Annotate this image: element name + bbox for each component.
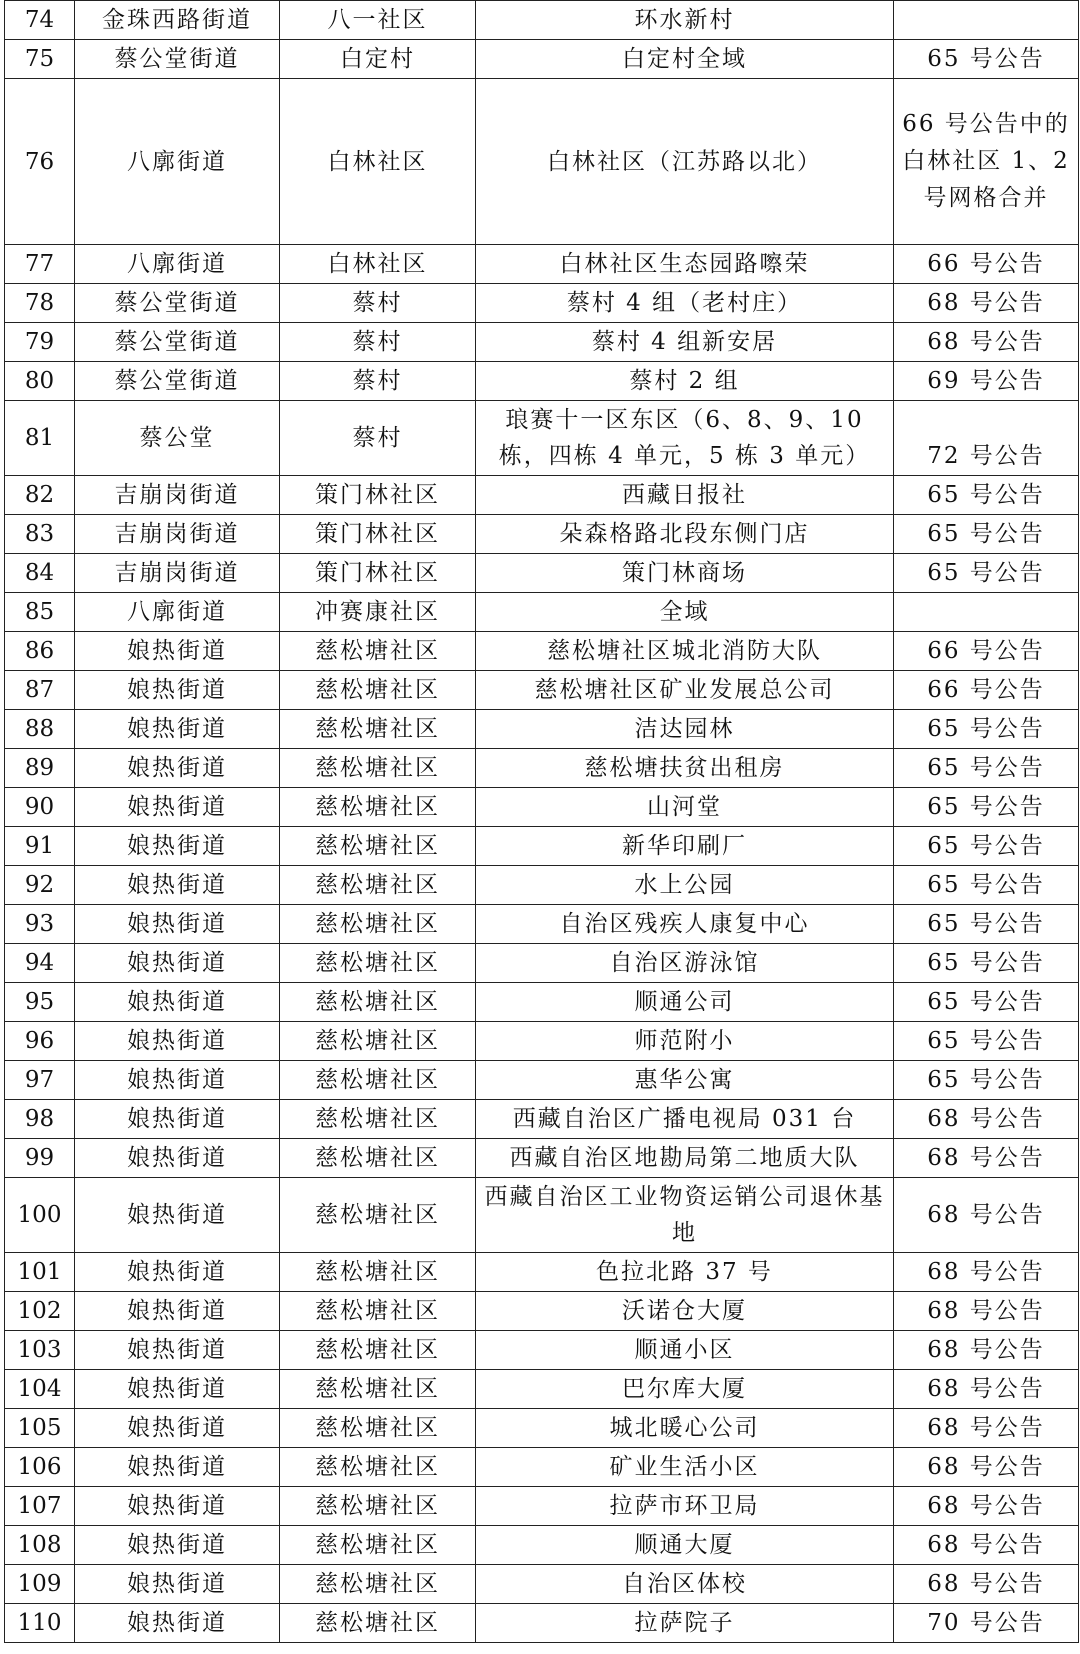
street-cell: 蔡公堂 bbox=[75, 401, 280, 476]
community-cell: 策门林社区 bbox=[280, 515, 476, 554]
community-cell: 策门林社区 bbox=[280, 554, 476, 593]
row-number: 81 bbox=[5, 401, 75, 476]
street-cell: 娘热街道 bbox=[75, 1100, 280, 1139]
table-row bbox=[5, 284, 1079, 323]
table-row bbox=[5, 905, 1079, 944]
street-cell: 蔡公堂街道 bbox=[75, 284, 280, 323]
area-cell: 白定村全域 bbox=[476, 40, 894, 79]
row-number: 95 bbox=[5, 983, 75, 1022]
table-row bbox=[5, 593, 1079, 632]
street-cell: 娘热街道 bbox=[75, 1331, 280, 1370]
street-cell: 娘热街道 bbox=[75, 1292, 280, 1331]
row-number: 80 bbox=[5, 362, 75, 401]
notice-cell: 68 号公告 bbox=[894, 1178, 1079, 1253]
street-cell: 娘热街道 bbox=[75, 749, 280, 788]
row-number: 96 bbox=[5, 1022, 75, 1061]
area-cell: 拉萨市环卫局 bbox=[476, 1487, 894, 1526]
area-cell: 师范附小 bbox=[476, 1022, 894, 1061]
community-cell: 慈松塘社区 bbox=[280, 1292, 476, 1331]
community-cell: 慈松塘社区 bbox=[280, 1448, 476, 1487]
row-number: 78 bbox=[5, 284, 75, 323]
community-cell: 慈松塘社区 bbox=[280, 1022, 476, 1061]
row-number: 86 bbox=[5, 632, 75, 671]
area-cell: 拉萨院子 bbox=[476, 1604, 894, 1643]
row-number: 74 bbox=[5, 1, 75, 40]
row-number: 99 bbox=[5, 1139, 75, 1178]
area-cell: 蔡村 4 组新安居 bbox=[476, 323, 894, 362]
community-cell: 慈松塘社区 bbox=[280, 1370, 476, 1409]
street-cell: 娘热街道 bbox=[75, 1448, 280, 1487]
street-cell: 娘热街道 bbox=[75, 1178, 280, 1253]
table-row bbox=[5, 710, 1079, 749]
row-number: 85 bbox=[5, 593, 75, 632]
table-row bbox=[5, 362, 1079, 401]
notice-cell: 68 号公告 bbox=[894, 1370, 1079, 1409]
table-row bbox=[5, 401, 1079, 476]
table-row bbox=[5, 632, 1079, 671]
notice-cell: 68 号公告 bbox=[894, 1526, 1079, 1565]
announcement-table bbox=[4, 0, 1079, 1643]
table-row bbox=[5, 554, 1079, 593]
street-cell: 蔡公堂街道 bbox=[75, 40, 280, 79]
notice-cell: 66 号公告 bbox=[894, 632, 1079, 671]
row-number: 92 bbox=[5, 866, 75, 905]
notice-cell: 65 号公告 bbox=[894, 554, 1079, 593]
table-row bbox=[5, 1409, 1079, 1448]
street-cell: 娘热街道 bbox=[75, 1409, 280, 1448]
notice-cell: 65 号公告 bbox=[894, 749, 1079, 788]
area-cell: 琅赛十一区东区（6、8、9、10 栋，四栋 4 单元，5 栋 3 单元） bbox=[476, 401, 894, 476]
community-cell: 慈松塘社区 bbox=[280, 1604, 476, 1643]
notice-cell: 65 号公告 bbox=[894, 905, 1079, 944]
area-cell: 蔡村 4 组（老村庄） bbox=[476, 284, 894, 323]
notice-cell: 65 号公告 bbox=[894, 40, 1079, 79]
table-row bbox=[5, 476, 1079, 515]
community-cell: 八一社区 bbox=[280, 1, 476, 40]
notice-cell: 66 号公告 bbox=[894, 245, 1079, 284]
table-row bbox=[5, 749, 1079, 788]
area-cell: 策门林商场 bbox=[476, 554, 894, 593]
community-cell: 慈松塘社区 bbox=[280, 1526, 476, 1565]
table-row bbox=[5, 1178, 1079, 1253]
community-cell: 慈松塘社区 bbox=[280, 1565, 476, 1604]
row-number: 110 bbox=[5, 1604, 75, 1643]
row-number: 97 bbox=[5, 1061, 75, 1100]
notice-cell: 68 号公告 bbox=[894, 1100, 1079, 1139]
area-cell: 慈松塘社区矿业发展总公司 bbox=[476, 671, 894, 710]
notice-cell: 68 号公告 bbox=[894, 323, 1079, 362]
street-cell: 八廓街道 bbox=[75, 245, 280, 284]
street-cell: 娘热街道 bbox=[75, 1526, 280, 1565]
street-cell: 吉崩岗街道 bbox=[75, 515, 280, 554]
community-cell: 慈松塘社区 bbox=[280, 749, 476, 788]
community-cell: 蔡村 bbox=[280, 401, 476, 476]
area-cell: 顺通公司 bbox=[476, 983, 894, 1022]
area-cell: 惠华公寓 bbox=[476, 1061, 894, 1100]
row-number: 94 bbox=[5, 944, 75, 983]
area-cell: 色拉北路 37 号 bbox=[476, 1253, 894, 1292]
notice-cell: 65 号公告 bbox=[894, 866, 1079, 905]
row-number: 93 bbox=[5, 905, 75, 944]
notice-cell: 65 号公告 bbox=[894, 476, 1079, 515]
notice-cell: 68 号公告 bbox=[894, 1139, 1079, 1178]
street-cell: 娘热街道 bbox=[75, 632, 280, 671]
table-row bbox=[5, 1061, 1079, 1100]
row-number: 109 bbox=[5, 1565, 75, 1604]
area-cell: 环水新村 bbox=[476, 1, 894, 40]
notice-cell: 68 号公告 bbox=[894, 1409, 1079, 1448]
row-number: 107 bbox=[5, 1487, 75, 1526]
table-row bbox=[5, 515, 1079, 554]
street-cell: 娘热街道 bbox=[75, 788, 280, 827]
row-number: 102 bbox=[5, 1292, 75, 1331]
notice-cell bbox=[894, 1, 1079, 40]
notice-cell: 65 号公告 bbox=[894, 827, 1079, 866]
table-row bbox=[5, 1139, 1079, 1178]
notice-cell: 68 号公告 bbox=[894, 284, 1079, 323]
street-cell: 娘热街道 bbox=[75, 1487, 280, 1526]
notice-cell: 65 号公告 bbox=[894, 944, 1079, 983]
notice-cell: 65 号公告 bbox=[894, 1022, 1079, 1061]
area-cell: 蔡村 2 组 bbox=[476, 362, 894, 401]
table-row bbox=[5, 944, 1079, 983]
row-number: 84 bbox=[5, 554, 75, 593]
area-cell: 白林社区（江苏路以北） bbox=[476, 79, 894, 245]
area-cell: 慈松塘扶贫出租房 bbox=[476, 749, 894, 788]
notice-cell: 68 号公告 bbox=[894, 1448, 1079, 1487]
area-cell: 西藏自治区工业物资运销公司退休基地 bbox=[476, 1178, 894, 1253]
row-number: 106 bbox=[5, 1448, 75, 1487]
community-cell: 慈松塘社区 bbox=[280, 1061, 476, 1100]
community-cell: 慈松塘社区 bbox=[280, 827, 476, 866]
area-cell: 西藏自治区地勘局第二地质大队 bbox=[476, 1139, 894, 1178]
notice-cell bbox=[894, 593, 1079, 632]
table-row bbox=[5, 827, 1079, 866]
notice-cell: 68 号公告 bbox=[894, 1487, 1079, 1526]
row-number: 100 bbox=[5, 1178, 75, 1253]
table-row bbox=[5, 1487, 1079, 1526]
community-cell: 白定村 bbox=[280, 40, 476, 79]
notice-cell: 68 号公告 bbox=[894, 1331, 1079, 1370]
table-row bbox=[5, 1022, 1079, 1061]
community-cell: 白林社区 bbox=[280, 245, 476, 284]
notice-cell: 68 号公告 bbox=[894, 1292, 1079, 1331]
row-number: 88 bbox=[5, 710, 75, 749]
table-row bbox=[5, 866, 1079, 905]
community-cell: 策门林社区 bbox=[280, 476, 476, 515]
street-cell: 金珠西路街道 bbox=[75, 1, 280, 40]
row-number: 75 bbox=[5, 40, 75, 79]
row-number: 82 bbox=[5, 476, 75, 515]
row-number: 98 bbox=[5, 1100, 75, 1139]
notice-cell: 65 号公告 bbox=[894, 788, 1079, 827]
community-cell: 慈松塘社区 bbox=[280, 1100, 476, 1139]
community-cell: 慈松塘社区 bbox=[280, 905, 476, 944]
row-number: 76 bbox=[5, 79, 75, 245]
area-cell: 全域 bbox=[476, 593, 894, 632]
row-number: 79 bbox=[5, 323, 75, 362]
row-number: 108 bbox=[5, 1526, 75, 1565]
community-cell: 慈松塘社区 bbox=[280, 1331, 476, 1370]
table-row bbox=[5, 983, 1079, 1022]
area-cell: 矿业生活小区 bbox=[476, 1448, 894, 1487]
street-cell: 娘热街道 bbox=[75, 710, 280, 749]
street-cell: 娘热街道 bbox=[75, 1061, 280, 1100]
community-cell: 慈松塘社区 bbox=[280, 632, 476, 671]
table-row bbox=[5, 79, 1079, 245]
community-cell: 慈松塘社区 bbox=[280, 983, 476, 1022]
street-cell: 娘热街道 bbox=[75, 983, 280, 1022]
area-cell: 自治区体校 bbox=[476, 1565, 894, 1604]
area-cell: 山河堂 bbox=[476, 788, 894, 827]
area-cell: 新华印刷厂 bbox=[476, 827, 894, 866]
notice-cell: 65 号公告 bbox=[894, 710, 1079, 749]
row-number: 103 bbox=[5, 1331, 75, 1370]
row-number: 87 bbox=[5, 671, 75, 710]
street-cell: 蔡公堂街道 bbox=[75, 362, 280, 401]
street-cell: 娘热街道 bbox=[75, 1604, 280, 1643]
street-cell: 吉崩岗街道 bbox=[75, 554, 280, 593]
street-cell: 八廓街道 bbox=[75, 593, 280, 632]
notice-cell: 65 号公告 bbox=[894, 1061, 1079, 1100]
notice-cell: 65 号公告 bbox=[894, 983, 1079, 1022]
community-cell: 慈松塘社区 bbox=[280, 1409, 476, 1448]
table-row bbox=[5, 1, 1079, 40]
row-number: 83 bbox=[5, 515, 75, 554]
community-cell: 慈松塘社区 bbox=[280, 1178, 476, 1253]
community-cell: 慈松塘社区 bbox=[280, 710, 476, 749]
table-row bbox=[5, 671, 1079, 710]
table-row bbox=[5, 1565, 1079, 1604]
community-cell: 慈松塘社区 bbox=[280, 1139, 476, 1178]
notice-cell: 72 号公告 bbox=[894, 401, 1079, 476]
row-number: 105 bbox=[5, 1409, 75, 1448]
row-number: 90 bbox=[5, 788, 75, 827]
row-number: 91 bbox=[5, 827, 75, 866]
street-cell: 娘热街道 bbox=[75, 827, 280, 866]
table-row bbox=[5, 323, 1079, 362]
table-row bbox=[5, 245, 1079, 284]
community-cell: 白林社区 bbox=[280, 79, 476, 245]
street-cell: 娘热街道 bbox=[75, 671, 280, 710]
street-cell: 娘热街道 bbox=[75, 1139, 280, 1178]
row-number: 104 bbox=[5, 1370, 75, 1409]
area-cell: 自治区游泳馆 bbox=[476, 944, 894, 983]
community-cell: 蔡村 bbox=[280, 284, 476, 323]
table-row bbox=[5, 1100, 1079, 1139]
community-cell: 蔡村 bbox=[280, 362, 476, 401]
community-cell: 冲赛康社区 bbox=[280, 593, 476, 632]
street-cell: 娘热街道 bbox=[75, 1022, 280, 1061]
table-row bbox=[5, 788, 1079, 827]
notice-cell: 68 号公告 bbox=[894, 1565, 1079, 1604]
street-cell: 蔡公堂街道 bbox=[75, 323, 280, 362]
area-cell: 顺通大厦 bbox=[476, 1526, 894, 1565]
community-cell: 慈松塘社区 bbox=[280, 944, 476, 983]
street-cell: 娘热街道 bbox=[75, 944, 280, 983]
notice-cell: 66 号公告 bbox=[894, 671, 1079, 710]
notice-cell: 66 号公告中的白林社区 1、2 号网格合并 bbox=[894, 79, 1079, 245]
table-row bbox=[5, 1370, 1079, 1409]
street-cell: 娘热街道 bbox=[75, 1253, 280, 1292]
area-cell: 慈松塘社区城北消防大队 bbox=[476, 632, 894, 671]
row-number: 101 bbox=[5, 1253, 75, 1292]
street-cell: 娘热街道 bbox=[75, 905, 280, 944]
row-number: 77 bbox=[5, 245, 75, 284]
street-cell: 娘热街道 bbox=[75, 866, 280, 905]
area-cell: 巴尔库大厦 bbox=[476, 1370, 894, 1409]
area-cell: 白林社区生态园路嚓荣 bbox=[476, 245, 894, 284]
table-body bbox=[5, 1, 1079, 1643]
community-cell: 慈松塘社区 bbox=[280, 866, 476, 905]
street-cell: 娘热街道 bbox=[75, 1370, 280, 1409]
row-number: 89 bbox=[5, 749, 75, 788]
notice-cell: 65 号公告 bbox=[894, 515, 1079, 554]
area-cell: 西藏自治区广播电视局 031 台 bbox=[476, 1100, 894, 1139]
table-row bbox=[5, 1331, 1079, 1370]
area-cell: 水上公园 bbox=[476, 866, 894, 905]
notice-cell: 68 号公告 bbox=[894, 1253, 1079, 1292]
table-row bbox=[5, 1292, 1079, 1331]
community-cell: 慈松塘社区 bbox=[280, 1487, 476, 1526]
area-cell: 朵森格路北段东侧门店 bbox=[476, 515, 894, 554]
table-row bbox=[5, 40, 1079, 79]
area-cell: 沃诺仓大厦 bbox=[476, 1292, 894, 1331]
street-cell: 吉崩岗街道 bbox=[75, 476, 280, 515]
table-row bbox=[5, 1526, 1079, 1565]
area-cell: 自治区残疾人康复中心 bbox=[476, 905, 894, 944]
table-row bbox=[5, 1448, 1079, 1487]
area-cell: 城北暖心公司 bbox=[476, 1409, 894, 1448]
community-cell: 蔡村 bbox=[280, 323, 476, 362]
area-cell: 洁达园林 bbox=[476, 710, 894, 749]
area-cell: 顺通小区 bbox=[476, 1331, 894, 1370]
community-cell: 慈松塘社区 bbox=[280, 671, 476, 710]
table-row bbox=[5, 1253, 1079, 1292]
street-cell: 娘热街道 bbox=[75, 1565, 280, 1604]
table-row bbox=[5, 1604, 1079, 1643]
area-cell: 西藏日报社 bbox=[476, 476, 894, 515]
notice-cell: 70 号公告 bbox=[894, 1604, 1079, 1643]
street-cell: 八廓街道 bbox=[75, 79, 280, 245]
community-cell: 慈松塘社区 bbox=[280, 788, 476, 827]
community-cell: 慈松塘社区 bbox=[280, 1253, 476, 1292]
notice-cell: 69 号公告 bbox=[894, 362, 1079, 401]
